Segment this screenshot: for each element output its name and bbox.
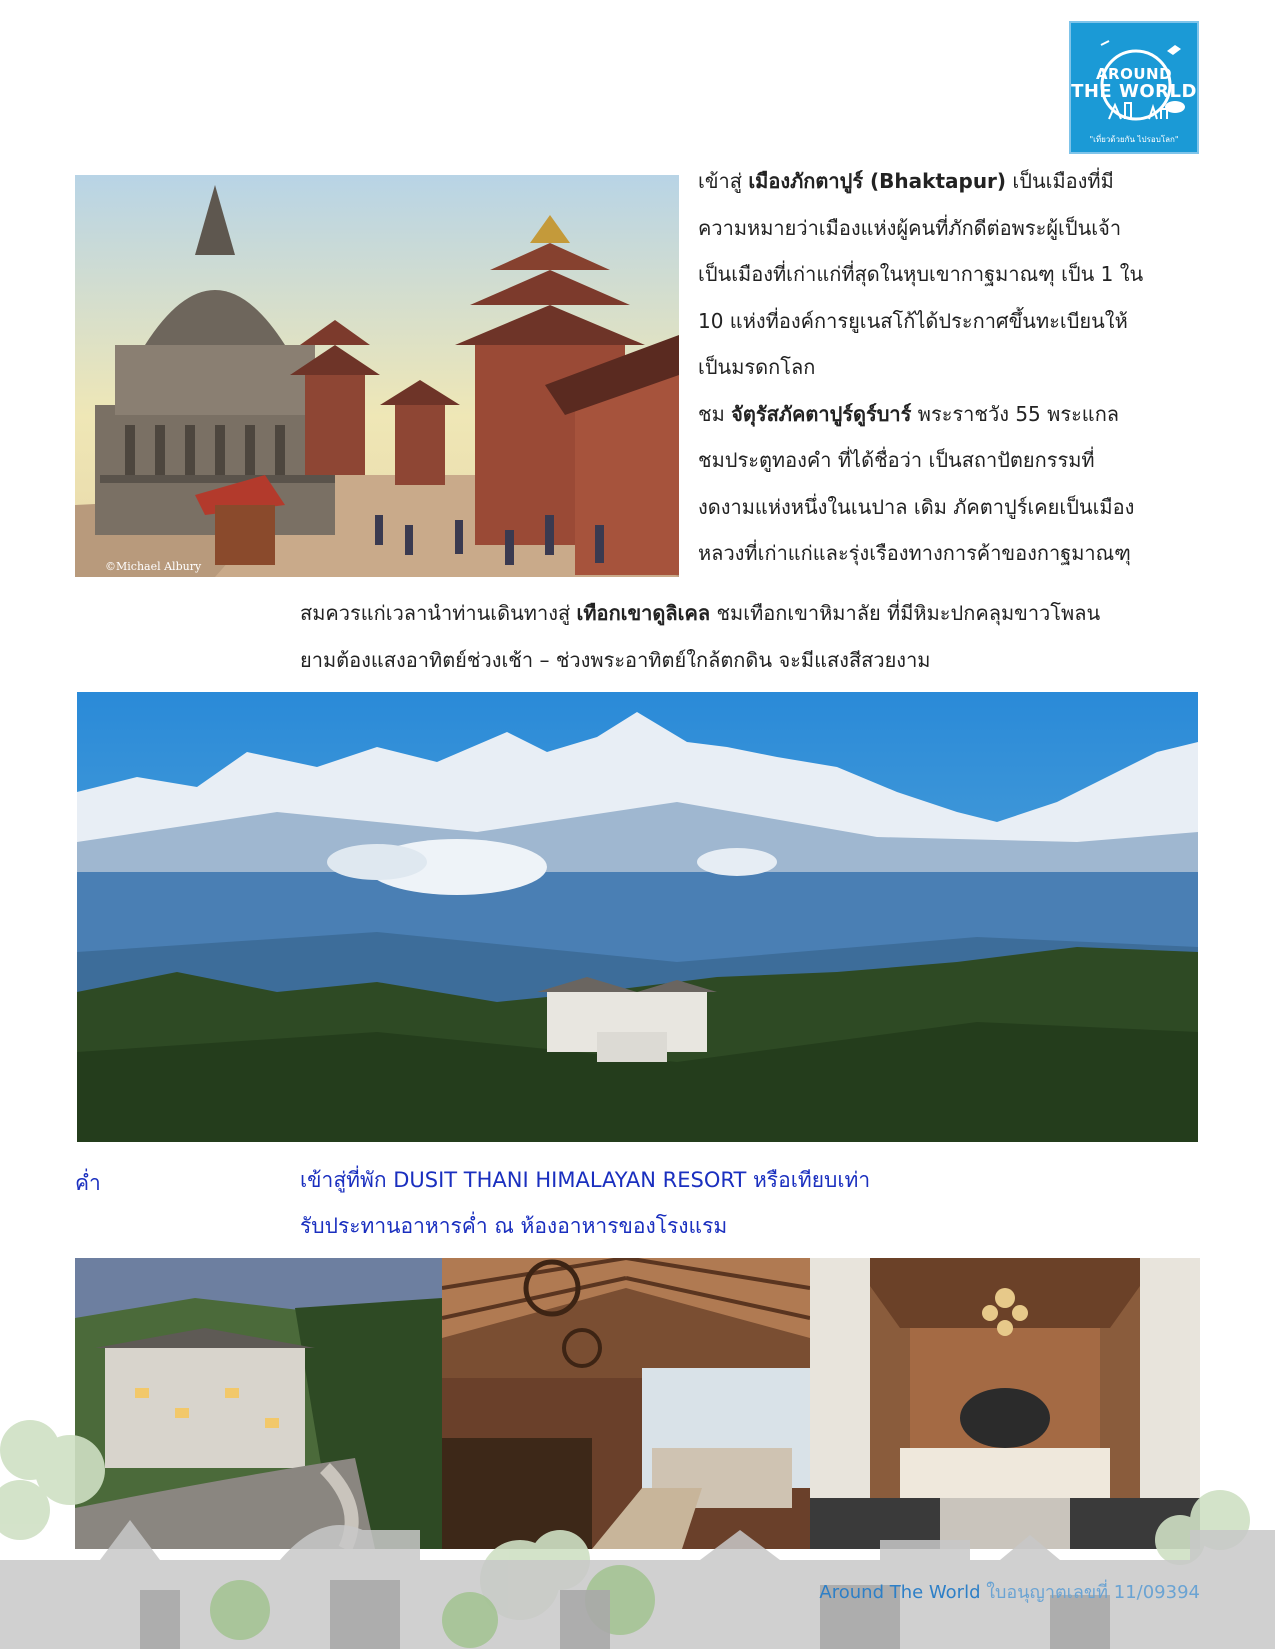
dhulikhel-heading: เทือกเขาดูลิเคล xyxy=(576,601,711,625)
footer-skyline-illustration xyxy=(0,1410,1275,1649)
bhaktapur-description xyxy=(698,158,1188,577)
photo-credit: ©Michael Albury xyxy=(105,560,202,573)
intro-line-5: เป็นมรดกโลก xyxy=(698,355,816,379)
intro-line-4: 10 แห่งที่องค์การยูเนสโก้ได้ประกาศขึ้นทะเบียนให้ xyxy=(698,308,1128,333)
intro-line-1 xyxy=(698,158,1188,205)
intro-p2-prefix: ชม xyxy=(698,401,732,426)
intro-line-7: ชมประตูทองคำ ที่ได้ชื่อว่า เป็นสถาปัตยกรรมที่ xyxy=(698,448,1095,472)
hotel-info xyxy=(300,1157,1180,1249)
logo-text-around: AROUND xyxy=(1095,65,1173,83)
dinner-line: รับประทานอาหารค่ำ ณ ห้องอาหารของโรงแรม xyxy=(300,1214,728,1238)
dinner-label: ค่ำ xyxy=(75,1171,101,1195)
logo-text-world: THE WORLD xyxy=(1071,81,1197,102)
wide-line-2: ยามต้องแสงอาทิตย์ช่วงเช้า – ช่วงพระอาทิตย์ใกล้ตกดิน จะมีแสงสีสวยงาม xyxy=(300,647,931,672)
himalaya-mountains-photo xyxy=(77,692,1198,1142)
bhaktapur-temple-photo xyxy=(75,175,679,577)
intro-line-8: งดงามแห่งหนึ่งในเนปาล เดิม ภัคตาปูร์เคยเป็นเมือง xyxy=(698,494,1135,519)
hotel-name-line: เข้าสู่ที่พัก DUSIT THANI HIMALAYAN RESORT หรือเทียบเท่า xyxy=(300,1168,871,1192)
dhulikhel-description xyxy=(300,590,1190,683)
bhaktapur-heading: เมืองภักตาปูร์ (Bhaktapur) xyxy=(748,169,1007,193)
wide-line-1 xyxy=(300,590,1190,637)
intro-line-2: ความหมายว่าเมืองแห่งผู้คนที่ภักดีต่อพระผู้เป็นเจ้า xyxy=(698,215,1122,240)
footer-brand: Around The World xyxy=(819,1582,981,1603)
wide-line1-suffix: ชมเทือกเขาหิมาลัย ที่มีหิมะปกคลุมขาวโพลน xyxy=(710,601,1101,625)
logo-tagline: "เที่ยวด้วยกัน ไปรอบโลก" xyxy=(1089,135,1179,144)
footer-license-text xyxy=(819,1577,1200,1606)
brand-logo xyxy=(1069,21,1199,154)
intro-line-9: หลวงที่เก่าแก่และรุ่งเรืองทางการค้าของกาฐมาณฑุ xyxy=(698,541,1131,565)
intro-p1-suffix: เป็นเมืองที่มี xyxy=(1006,169,1114,193)
intro-p2-suffix: พระราชวัง 55 พระแกล xyxy=(911,401,1120,426)
wide-line1-prefix: สมควรแก่เวลานำท่านเดินทางสู่ xyxy=(300,601,577,625)
durbar-square-heading: จัตุรัสภัคตาปูร์ดูร์บาร์ xyxy=(731,401,912,426)
intro-line-6 xyxy=(698,391,1188,438)
footer-license-number: ใบอนุญาตเลขที่ 11/09394 xyxy=(980,1582,1200,1603)
intro-line-3: เป็นเมืองที่เก่าแก่ที่สุดในหุบเขากาฐมาณฑุ เป็น 1 ใน xyxy=(698,262,1144,286)
intro-p1-prefix: เข้าสู่ xyxy=(698,169,749,193)
